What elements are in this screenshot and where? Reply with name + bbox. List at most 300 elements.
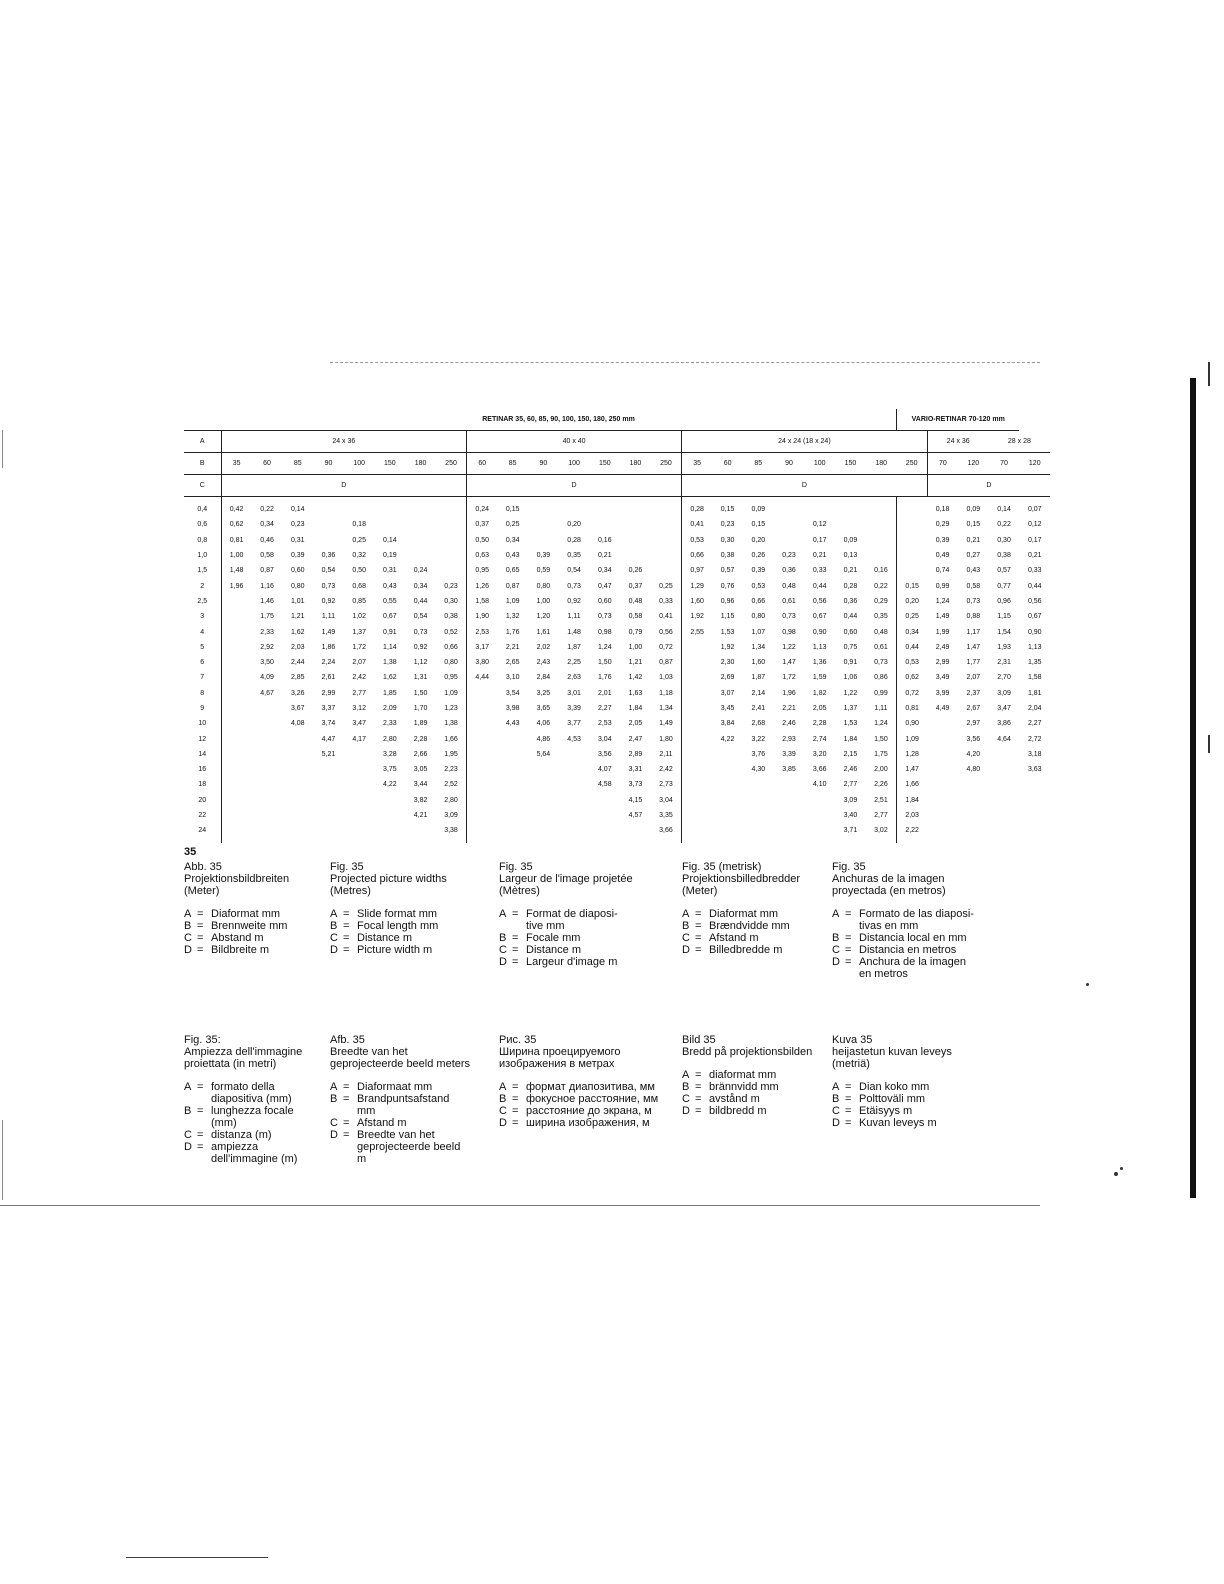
value-cell: [252, 701, 283, 716]
value-cell: [497, 823, 528, 842]
value-cell: 0,90: [905, 720, 919, 728]
legend-equals: =: [845, 1093, 852, 1105]
value-cell: 0,42: [229, 506, 244, 514]
table-row: [184, 655, 1050, 670]
value-cell: [344, 497, 375, 518]
value-cell: 1,32: [505, 613, 520, 621]
value-cell: [528, 762, 559, 777]
value-cell: [375, 517, 406, 532]
value-cell: [221, 640, 252, 655]
value-cell: 4,09: [260, 674, 274, 682]
left-edge-mark: [2, 430, 3, 468]
value-cell: 3,65: [536, 705, 551, 712]
value-cell: 0,79: [628, 628, 643, 636]
legend-item: [184, 1141, 326, 1165]
value-cell: 2,44: [290, 659, 305, 667]
value-cell: 1,23: [436, 701, 467, 716]
value-cell: 2,43: [536, 659, 551, 667]
value-cell: [1019, 793, 1050, 808]
value-cell: [375, 497, 406, 518]
legend-item: [184, 920, 326, 932]
legend-value: формат диапозитива, мм: [526, 1081, 655, 1093]
value-cell: 3,50: [260, 659, 274, 667]
value-cell: 1,22: [782, 643, 796, 651]
format-row: [184, 431, 1050, 453]
value-cell: [405, 823, 436, 842]
legend-equals: =: [197, 1129, 204, 1141]
value-cell: 1,84: [843, 735, 858, 743]
value-cell: 0,18: [935, 506, 950, 514]
legend-key: D: [832, 956, 840, 968]
value-cell: 2,41: [751, 705, 766, 712]
value-cell: 1,47: [966, 643, 981, 651]
value-cell: [375, 808, 406, 823]
legend-value: Afstand m: [357, 1117, 407, 1129]
value-cell: 1,87: [567, 643, 581, 651]
value-cell: 0,57: [720, 567, 735, 575]
value-cell: 1,09: [436, 686, 467, 701]
caption-title: Abb. 35 Projektionsbildbreiten (Meter): [184, 861, 290, 897]
value-cell: 0,99: [935, 582, 950, 590]
value-cell: [897, 533, 928, 548]
value-cell: 0,98: [782, 628, 796, 636]
value-cell: [958, 823, 989, 842]
value-cell: 0,39: [935, 536, 950, 544]
value-cell: [620, 497, 651, 518]
distance-cell: 8: [184, 686, 221, 701]
bottom-rule: [0, 1205, 1040, 1206]
legend-item: [499, 1117, 678, 1129]
legend-item: [499, 1081, 678, 1093]
value-cell: [313, 517, 344, 532]
value-cell: 0,33: [812, 567, 827, 575]
value-cell: 0,73: [413, 628, 428, 636]
legend-key: C: [682, 1093, 690, 1105]
legend-key: C: [499, 944, 507, 956]
value-cell: 0,20: [905, 597, 919, 605]
value-cell: [682, 686, 713, 701]
value-cell: [436, 497, 467, 518]
value-cell: 0,67: [812, 613, 827, 621]
value-cell: 0,26: [628, 567, 643, 575]
value-cell: 4,49: [935, 705, 950, 712]
legend-equals: =: [512, 932, 519, 944]
value-cell: 2,99: [935, 659, 950, 667]
value-cell: 1,96: [229, 582, 244, 590]
value-cell: [497, 747, 528, 762]
value-cell: 1,28: [905, 750, 919, 758]
value-cell: 2,02: [536, 643, 551, 651]
value-cell: 0,54: [567, 567, 581, 575]
value-cell: [559, 747, 590, 762]
legend-equals: =: [197, 944, 204, 956]
legend-item: [832, 908, 982, 932]
table-row: [184, 563, 1050, 578]
vario-retinar-title: VARIO-RETINAR 70-120 mm: [897, 409, 1020, 431]
value-cell: [344, 762, 375, 777]
value-cell: [375, 793, 406, 808]
value-cell: 0,17: [1027, 536, 1042, 544]
value-cell: 3,45: [720, 705, 735, 712]
value-cell: 3,75: [383, 766, 397, 774]
legend-equals: =: [512, 1105, 519, 1117]
value-cell: 0,52: [436, 624, 467, 639]
legend-equals: =: [512, 908, 519, 920]
table-title-row: [184, 409, 1050, 431]
value-cell: [651, 497, 682, 518]
value-cell: 2,70: [997, 674, 1011, 682]
value-cell: [774, 808, 805, 823]
value-cell: 1,58: [475, 597, 490, 605]
value-cell: 0,12: [1027, 521, 1042, 529]
value-cell: 3,39: [567, 705, 581, 712]
table-row: [184, 548, 1050, 563]
value-cell: 1,86: [321, 643, 336, 651]
value-cell: 3,35: [651, 808, 682, 823]
value-cell: 1,09: [505, 597, 520, 605]
value-cell: 1,53: [843, 720, 858, 728]
legend-key: B: [832, 1093, 840, 1105]
caption-legend: [832, 1081, 982, 1129]
value-cell: 0,48: [628, 597, 643, 605]
value-cell: 3,44: [413, 781, 428, 789]
value-cell: 1,49: [651, 716, 682, 731]
legend-value: Slide format mm: [357, 908, 438, 920]
value-cell: [467, 686, 498, 701]
value-cell: [682, 731, 713, 746]
value-cell: [682, 701, 713, 716]
legend-key: D: [330, 1129, 338, 1141]
value-cell: [221, 670, 252, 685]
value-cell: 0,44: [413, 597, 428, 605]
legend-value: Diaformat mm: [709, 908, 779, 920]
value-cell: 4,47: [321, 735, 336, 743]
value-cell: [528, 517, 559, 532]
value-cell: 2,66: [413, 750, 428, 758]
value-cell: [682, 777, 713, 792]
value-cell: [344, 793, 375, 808]
value-cell: 0,09: [843, 536, 858, 544]
focal-length-header: 60: [712, 453, 743, 475]
value-cell: 4,17: [352, 735, 366, 743]
value-cell: 4,22: [383, 781, 397, 789]
value-cell: 3,09: [997, 689, 1011, 697]
value-cell: 0,61: [782, 597, 796, 605]
value-cell: 4,44: [475, 674, 490, 682]
value-cell: 0,80: [536, 582, 551, 590]
table-row: [184, 716, 1050, 731]
value-cell: 0,91: [843, 659, 858, 667]
top-dashed-rule: [330, 362, 1040, 363]
legend-item: [499, 932, 678, 944]
value-cell: 1,47: [782, 659, 796, 667]
value-cell: 1,31: [413, 674, 428, 682]
value-cell: [282, 808, 313, 823]
value-cell: [313, 762, 344, 777]
caption-block: [330, 1034, 495, 1165]
value-cell: 0,15: [720, 506, 735, 514]
table-row: [184, 594, 1050, 609]
value-cell: [559, 762, 590, 777]
value-cell: 0,67: [383, 613, 397, 621]
value-cell: 1,24: [935, 597, 950, 605]
legend-value: Brandpuntsafstand mm: [357, 1093, 450, 1117]
distance-label-row: [184, 475, 1050, 497]
value-cell: 0,09: [751, 506, 766, 514]
value-cell: 2,33: [383, 720, 397, 728]
value-cell: [467, 731, 498, 746]
value-cell: [252, 808, 283, 823]
legend-value: фокусное расстояние, мм: [526, 1093, 659, 1105]
value-cell: 3,49: [935, 674, 950, 682]
distance-cell: 5: [184, 640, 221, 655]
value-cell: 1,14: [383, 643, 397, 651]
legend-item: [499, 908, 678, 932]
value-cell: 3,39: [782, 750, 796, 758]
value-cell: 3,38: [436, 823, 467, 842]
legend-equals: =: [197, 1141, 204, 1153]
value-cell: 2,42: [651, 762, 682, 777]
caption-block: [832, 861, 982, 980]
legend-item: [184, 1081, 326, 1105]
value-cell: [221, 701, 252, 716]
value-cell: 1,17: [966, 628, 981, 636]
focal-length-header: 90: [528, 453, 559, 475]
table-row: [184, 762, 1050, 777]
legend-key: B: [184, 920, 192, 932]
value-cell: 2,63: [567, 674, 581, 682]
legend-equals: =: [695, 1105, 702, 1117]
table-row: [184, 686, 1050, 701]
legend-equals: =: [845, 1081, 852, 1093]
value-cell: 0,30: [436, 594, 467, 609]
value-cell: 1,75: [260, 613, 274, 621]
value-cell: 0,67: [1027, 613, 1042, 621]
legend-value: Abstand m: [211, 932, 264, 944]
value-cell: 1,99: [935, 628, 950, 636]
value-cell: 0,56: [1027, 597, 1042, 605]
legend-key: B: [499, 1093, 507, 1105]
value-cell: 0,17: [812, 536, 827, 544]
right-edge-mark: [1208, 735, 1210, 753]
caption-title: Fig. 35 (metrisk) Projektionsbilledbredder (Meter): [682, 861, 801, 897]
value-cell: 1,15: [997, 613, 1011, 621]
caption-legend: [184, 908, 326, 956]
focal-length-header: 90: [774, 453, 805, 475]
legend-equals: =: [197, 1105, 204, 1117]
legend-value: Distancia local en mm: [859, 932, 967, 944]
value-cell: [989, 808, 1020, 823]
value-cell: 3,47: [997, 705, 1011, 712]
value-cell: [620, 823, 651, 842]
value-cell: [282, 731, 313, 746]
value-cell: [221, 747, 252, 762]
value-cell: [682, 670, 713, 685]
value-cell: 1,11: [567, 613, 581, 621]
value-cell: 1,93: [997, 643, 1011, 651]
legend-value: Largeur d'image m: [526, 956, 618, 968]
value-cell: [497, 762, 528, 777]
value-cell: [375, 823, 406, 842]
focal-length-header: 150: [835, 453, 866, 475]
value-cell: 0,25: [905, 613, 919, 621]
value-cell: 0,87: [651, 655, 682, 670]
value-cell: 2,04: [1027, 705, 1042, 712]
value-cell: 0,33: [1027, 567, 1042, 575]
value-cell: 1,03: [651, 670, 682, 685]
distance-cell: 7: [184, 670, 221, 685]
value-cell: 4,21: [413, 812, 428, 820]
legend-key: A: [184, 1081, 192, 1093]
legend-item: [499, 956, 678, 968]
value-cell: 2,37: [966, 689, 981, 697]
value-cell: [774, 533, 805, 548]
value-cell: [774, 793, 805, 808]
value-cell: [682, 793, 713, 808]
value-cell: [405, 497, 436, 518]
legend-key: B: [330, 920, 338, 932]
value-cell: [589, 517, 620, 532]
focal-length-header: 120: [1019, 453, 1050, 475]
legend-item: [682, 920, 828, 932]
legend-key: A: [184, 908, 192, 920]
caption-title: Fig. 35 Anchuras de la imagen proyectada (en metros): [832, 861, 946, 897]
caption-title: Fig. 35: Ampiezza dell'immagine proiettata (in metri): [184, 1034, 303, 1070]
value-cell: 0,99: [866, 686, 897, 701]
legend-equals: =: [845, 1105, 852, 1117]
value-cell: 0,20: [751, 536, 766, 544]
value-cell: 0,38: [436, 609, 467, 624]
value-cell: 3,37: [321, 705, 336, 712]
caption-block: [682, 1034, 828, 1117]
legend-key: A: [832, 1081, 840, 1093]
value-cell: 2,27: [1027, 720, 1042, 728]
value-cell: 0,92: [321, 597, 336, 605]
legend-equals: =: [695, 944, 702, 956]
value-cell: 4,20: [966, 750, 981, 758]
value-cell: 2,14: [751, 689, 766, 697]
focal-length-header: 250: [436, 453, 467, 475]
caption-legend: [682, 908, 828, 956]
value-cell: [405, 548, 436, 563]
focal-length-header: 120: [958, 453, 989, 475]
value-cell: [651, 563, 682, 578]
value-cell: [497, 808, 528, 823]
value-cell: 0,28: [843, 582, 858, 590]
legend-item: [184, 1129, 326, 1141]
value-cell: 2,65: [505, 659, 520, 667]
value-cell: 0,29: [935, 521, 950, 529]
row-label-b: B: [184, 453, 221, 475]
legend-value: Billedbredde m: [709, 944, 783, 956]
distance-cell: 22: [184, 808, 221, 823]
value-cell: 1,62: [290, 628, 305, 636]
value-cell: 2,33: [260, 628, 274, 636]
value-cell: 0,80: [436, 655, 467, 670]
value-cell: 1,13: [1027, 643, 1042, 651]
distance-cell: 0,8: [184, 533, 221, 548]
value-cell: 2,23: [436, 762, 467, 777]
value-cell: 0,14: [383, 536, 397, 544]
value-cell: 3,63: [1027, 766, 1042, 774]
value-cell: 1,22: [843, 689, 858, 697]
value-cell: 0,36: [843, 597, 858, 605]
distance-cell: 16: [184, 762, 221, 777]
legend-equals: =: [343, 1093, 350, 1105]
value-cell: 1,35: [1027, 659, 1042, 667]
value-cell: 1,92: [690, 613, 704, 621]
focal-length-header: 60: [467, 453, 498, 475]
legend-value: Kuvan leveys m: [859, 1117, 937, 1129]
value-cell: 2,68: [751, 720, 766, 728]
value-cell: 3,26: [290, 689, 305, 697]
legend-value: Distance m: [357, 932, 413, 944]
value-cell: 1,42: [628, 674, 643, 682]
legend-value: Focal length mm: [357, 920, 439, 932]
value-cell: [467, 762, 498, 777]
focal-length-header: 150: [589, 453, 620, 475]
legend-equals: =: [512, 1081, 519, 1093]
value-cell: 0,38: [720, 552, 735, 560]
value-cell: 1,36: [812, 659, 827, 667]
value-cell: 0,80: [290, 582, 305, 590]
value-cell: 1,24: [866, 716, 897, 731]
value-cell: 0,65: [505, 567, 520, 575]
value-cell: [743, 777, 774, 792]
caption-block: [184, 1034, 326, 1165]
value-cell: [467, 777, 498, 792]
value-cell: [712, 747, 743, 762]
picture-width-label: D: [927, 475, 1050, 497]
legend-key: D: [499, 1117, 507, 1129]
value-cell: 0,07: [1027, 506, 1042, 514]
value-cell: [804, 793, 835, 808]
value-cell: 0,31: [383, 567, 397, 575]
value-cell: 2,85: [290, 674, 305, 682]
value-cell: 0,73: [782, 613, 796, 621]
value-cell: 0,54: [321, 567, 336, 575]
legend-value: brännvidd mm: [709, 1081, 779, 1093]
value-cell: [467, 823, 498, 842]
value-cell: [313, 793, 344, 808]
distance-cell: 0,4: [184, 497, 221, 518]
value-cell: 0,16: [866, 563, 897, 578]
value-cell: [528, 823, 559, 842]
value-cell: 3,80: [475, 659, 490, 667]
value-cell: [282, 823, 313, 842]
value-cell: 0,50: [352, 567, 366, 575]
value-cell: [436, 563, 467, 578]
legend-value: distanza (m): [211, 1129, 272, 1141]
value-cell: [528, 808, 559, 823]
value-cell: [528, 533, 559, 548]
left-edge-mark: [2, 1120, 3, 1200]
legend-value: Polttoväli mm: [859, 1093, 926, 1105]
table-row: [184, 578, 1050, 593]
value-cell: [252, 731, 283, 746]
legend-equals: =: [695, 932, 702, 944]
legend-value: Dian koko mm: [859, 1081, 930, 1093]
legend-item: [499, 944, 678, 956]
legend-value: ширина изображения, м: [526, 1117, 650, 1129]
value-cell: 2,15: [843, 750, 858, 758]
table-row: [184, 777, 1050, 792]
value-cell: 1,29: [690, 582, 704, 590]
value-cell: 0,90: [812, 628, 827, 636]
value-cell: [559, 823, 590, 842]
value-cell: 0,35: [567, 552, 581, 560]
value-cell: 2,80: [436, 793, 467, 808]
